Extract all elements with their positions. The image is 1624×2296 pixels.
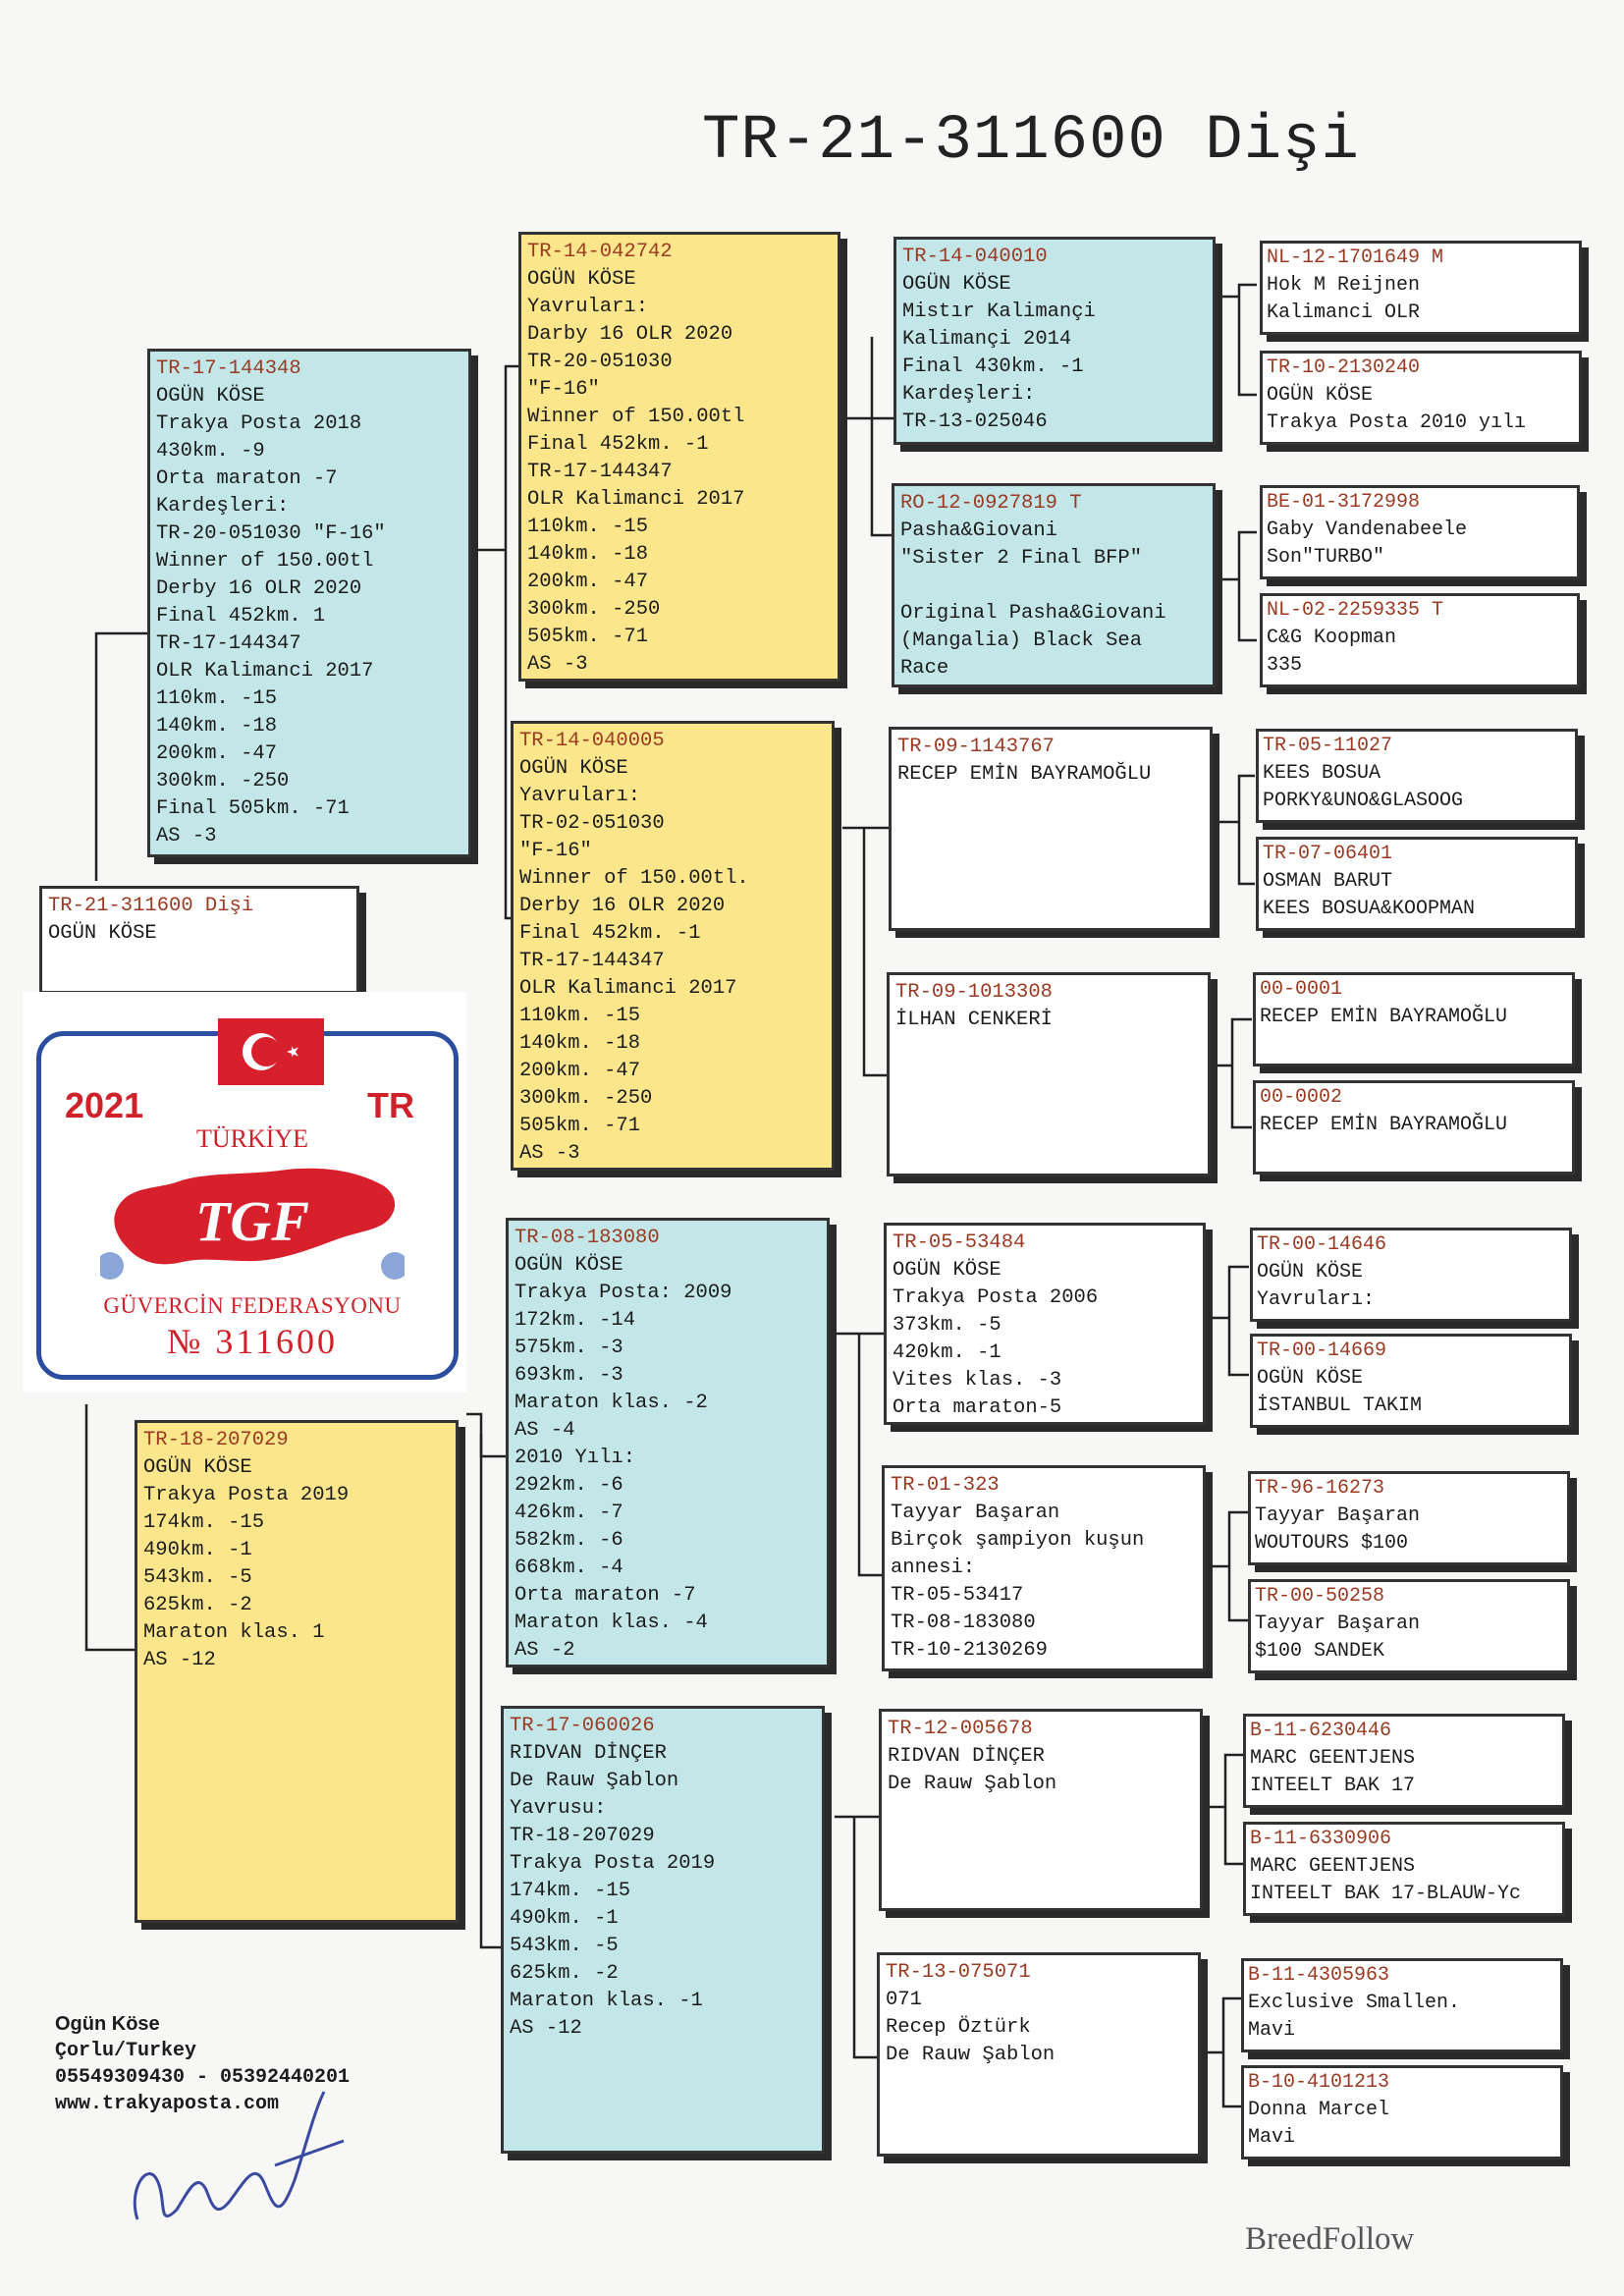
pedigree-line: 420km. -1: [893, 1341, 1001, 1364]
pedigree-line: AS -12: [510, 2017, 582, 2040]
pedigree-line: AS -2: [514, 1639, 575, 1662]
pedigree-card-g4: [1253, 1080, 1575, 1175]
badge-country-name: TÜRKİYE: [195, 1124, 309, 1153]
pedigree-line: OSMAN BARUT: [1263, 870, 1393, 893]
pedigree-line: Trakya Posta: 2009: [514, 1282, 732, 1304]
pedigree-card-great-grandparent: [887, 972, 1211, 1176]
pedigree-line: Winner of 150.00tl: [527, 406, 745, 428]
pedigree-line: OGÜN KÖSE: [143, 1456, 252, 1479]
pedigree-line: Recep Öztürk: [886, 2016, 1031, 2039]
badge-federation-name: GÜVERCİN FEDERASYONU: [103, 1293, 402, 1318]
pedigree-line: WOUTOURS $100: [1255, 1532, 1409, 1555]
pedigree-line: Winner of 150.00tl.: [519, 867, 749, 890]
pedigree-line: Final 452km. 1: [156, 605, 326, 628]
badge-ring-number: № 311600: [166, 1322, 338, 1361]
owner-name: Ogün Köse: [55, 2013, 160, 2035]
pedigree-line: OGÜN KÖSE: [1257, 1367, 1364, 1390]
pedigree-line: Orta maraton-5: [893, 1396, 1062, 1419]
pedigree-line: Birçok şampiyon kuşun: [891, 1529, 1145, 1552]
pedigree-line: "Sister 2 Final BFP": [900, 547, 1143, 570]
pedigree-line: AS -12: [143, 1649, 216, 1671]
pedigree-line: Orta maraton -7: [514, 1584, 696, 1607]
pedigree-line: INTEELT BAK 17-BLAUW-Yc: [1250, 1883, 1522, 1905]
pedigree-line: Final 452km. -1: [527, 433, 709, 456]
pedigree-card-g4: [1248, 1579, 1570, 1673]
pedigree-card-sire: [147, 349, 471, 857]
ring-number: TR-96-16273: [1255, 1477, 1385, 1500]
pedigree-card-great-grandparent: [884, 1223, 1206, 1425]
ring-number: TR-17-144348: [156, 357, 301, 380]
pedigree-line: 300km. -250: [527, 598, 661, 621]
pedigree-line: Maraton klas. -2: [514, 1392, 708, 1414]
pedigree-card-grandparent: [501, 1706, 825, 2154]
pedigree-line: Mavi: [1248, 2126, 1296, 2149]
pedigree-line: TR-20-051030 "F-16": [156, 522, 386, 545]
pedigree-line: MARC GEENTJENS: [1250, 1855, 1416, 1878]
svg-text:TGF: TGF: [195, 1189, 309, 1253]
badge-frame: [36, 1031, 459, 1380]
pedigree-card-g4: [1250, 1334, 1572, 1428]
pedigree-line: Tayyar Başaran: [1255, 1504, 1421, 1527]
pedigree-line: RECEP EMİN BAYRAMOĞLU: [1260, 1006, 1508, 1028]
pedigree-line: 172km. -14: [514, 1309, 636, 1332]
pedigree-line: OLR Kalimanci 2017: [156, 660, 374, 683]
ring-number: TR-21-311600 Dişi: [48, 895, 254, 917]
ring-number: RO-12-0927819 T: [900, 492, 1082, 515]
ring-number: TR-17-060026: [510, 1715, 655, 1737]
owner-website[interactable]: www.trakyaposta.com: [55, 2093, 280, 2115]
ring-number: B-11-6330906: [1250, 1828, 1392, 1850]
pedigree-line: TR-10-2130269: [891, 1639, 1048, 1662]
pedigree-line: Final 505km. -71: [156, 797, 350, 820]
pedigree-line: Yavruları:: [527, 296, 649, 318]
pedigree-card-g4: [1260, 351, 1582, 445]
pedigree-line: 174km. -15: [143, 1511, 265, 1534]
pedigree-line: 625km. -2: [143, 1594, 252, 1616]
pedigree-line: TR-13-025046: [902, 410, 1048, 433]
pedigree-line: İLHAN CENKERİ: [895, 1009, 1053, 1031]
pedigree-card-g4: [1256, 729, 1578, 823]
pedigree-line: KEES BOSUA&KOOPMAN: [1263, 898, 1476, 920]
pedigree-line: OGÜN KÖSE: [519, 757, 628, 780]
pedigree-line: Kalimanci OLR: [1267, 301, 1421, 324]
ring-number: BE-01-3172998: [1267, 491, 1421, 514]
turkey-map-logo: [100, 1146, 405, 1298]
pedigree-card-grandparent: [518, 232, 840, 682]
pedigree-line: "F-16": [519, 840, 592, 862]
pedigree-line: Final 452km. -1: [519, 922, 701, 945]
ring-number: TR-09-1143767: [897, 736, 1055, 758]
ring-number: TR-00-50258: [1255, 1585, 1385, 1608]
pedigree-line: AS -3: [527, 653, 588, 676]
pedigree-line: 505km. -71: [527, 626, 649, 648]
pedigree-line: 292km. -6: [514, 1474, 623, 1497]
pedigree-line: TR-17-144347: [519, 950, 665, 972]
pedigree-card-grandparent: [511, 721, 835, 1171]
ring-number: TR-05-53484: [893, 1231, 1026, 1254]
pedigree-card-g4: [1260, 241, 1582, 335]
federation-ring-badge: [23, 992, 466, 1393]
ring-number: TR-07-06401: [1263, 843, 1393, 865]
pedigree-line: 575km. -3: [514, 1337, 623, 1359]
pedigree-card-subject: [39, 886, 359, 994]
ring-number: TR-05-11027: [1263, 735, 1393, 757]
pedigree-line: Race: [900, 657, 949, 680]
pedigree-line: Trakya Posta 2019: [510, 1852, 716, 1875]
pedigree-line: 140km. -18: [527, 543, 649, 566]
pedigree-line: RIDVAN DİNÇER: [888, 1745, 1045, 1768]
pedigree-card-g4: [1253, 972, 1575, 1066]
pedigree-line: 300km. -250: [519, 1087, 653, 1110]
ring-number: B-11-6230446: [1250, 1720, 1392, 1742]
pedigree-line: AS -4: [514, 1419, 575, 1442]
ring-number: TR-18-207029: [143, 1429, 289, 1451]
pedigree-line: 2010 Yılı:: [514, 1447, 636, 1469]
pedigree-card-great-grandparent: [877, 1952, 1201, 2157]
pedigree-line: TR-08-183080: [891, 1612, 1036, 1634]
badge-country: TR: [367, 1085, 414, 1125]
pedigree-card-g4: [1241, 2065, 1563, 2159]
pedigree-line: Derby 16 OLR 2020: [519, 895, 726, 917]
pedigree-line: OGÜN KÖSE: [893, 1259, 1001, 1282]
ring-number: TR-14-040010: [902, 246, 1048, 268]
owner-location: Çorlu/Turkey: [55, 2040, 197, 2062]
pedigree-line: Exclusive Smallen.: [1248, 1992, 1461, 2014]
pedigree-card-great-grandparent: [892, 483, 1216, 687]
pedigree-line: De Rauw Şablon: [888, 1773, 1057, 1795]
pedigree-line: KEES BOSUA: [1263, 762, 1381, 785]
pedigree-line: 140km. -18: [519, 1032, 641, 1055]
pedigree-card-g4: [1260, 485, 1580, 579]
pedigree-line: 110km. -15: [156, 687, 278, 710]
pedigree-line: Trakya Posta 2010 yılı: [1267, 411, 1527, 434]
pedigree-line: Original Pasha&Giovani: [900, 602, 1166, 625]
pedigree-line: Son"TURBO": [1267, 546, 1385, 569]
pedigree-line: MARC GEENTJENS: [1250, 1747, 1416, 1770]
pedigree-line: 430km. -9: [156, 440, 265, 463]
pedigree-line: $100 SANDEK: [1255, 1640, 1385, 1663]
pedigree-line: 200km. -47: [527, 571, 649, 593]
pedigree-line: RECEP EMİN BAYRAMOĞLU: [1260, 1114, 1508, 1136]
pedigree-line: 200km. -47: [156, 742, 278, 765]
pedigree-line: OGÜN KÖSE: [527, 268, 636, 291]
pedigree-line: 490km. -1: [510, 1907, 619, 1930]
pedigree-card-g4: [1248, 1471, 1570, 1565]
pedigree-line: Kardeşleri:: [902, 383, 1036, 406]
pedigree-line: TR-05-53417: [891, 1584, 1024, 1607]
pedigree-line: 071: [886, 1989, 922, 2011]
pedigree-line: Pasha&Giovani: [900, 519, 1057, 542]
ring-number: B-11-4305963: [1248, 1964, 1390, 1987]
ring-number: TR-09-1013308: [895, 981, 1053, 1004]
pedigree-line: OGÜN KÖSE: [156, 385, 265, 408]
pedigree-line: 300km. -250: [156, 770, 290, 793]
pedigree-line: TR-02-051030: [519, 812, 665, 835]
ring-number: B-10-4101213: [1248, 2071, 1390, 2094]
pedigree-card-great-grandparent: [893, 237, 1216, 445]
owner-phone: 05549309430 - 05392440201: [55, 2066, 351, 2089]
pedigree-line: 505km. -71: [519, 1115, 641, 1137]
pedigree-card-g4: [1243, 1822, 1565, 1916]
pedigree-line: RECEP EMİN BAYRAMOĞLU: [897, 763, 1152, 786]
pedigree-line: 543km. -5: [510, 1935, 619, 1957]
pedigree-line: Final 430km. -1: [902, 355, 1084, 378]
pedigree-line: AS -3: [519, 1142, 580, 1165]
pedigree-line: (Mangalia) Black Sea: [900, 629, 1143, 652]
pedigree-line: AS -3: [156, 825, 217, 847]
pedigree-line: TR-17-144347: [156, 632, 301, 655]
pedigree-line: Gaby Vandenabeele: [1267, 519, 1468, 541]
ring-number: TR-00-14646: [1257, 1233, 1387, 1256]
pedigree-card-g4: [1256, 837, 1578, 931]
pedigree-card-great-grandparent: [879, 1709, 1203, 1911]
pedigree-line: İSTANBUL TAKIM: [1257, 1394, 1423, 1417]
pedigree-line: De Rauw Şablon: [510, 1770, 679, 1792]
ring-number: TR-01-323: [891, 1474, 1000, 1497]
ring-number: TR-12-005678: [888, 1718, 1033, 1740]
pedigree-line: "F-16": [527, 378, 600, 401]
pedigree-line: 625km. -2: [510, 1962, 619, 1985]
pedigree-line: Yavruları:: [519, 785, 641, 807]
pedigree-line: Maraton klas. -4: [514, 1612, 708, 1634]
pedigree-line: RIDVAN DİNÇER: [510, 1742, 667, 1765]
pedigree-line: 174km. -15: [510, 1880, 631, 1902]
ring-number: TR-13-075071: [886, 1961, 1031, 1984]
badge-year: 2021: [65, 1085, 144, 1125]
pedigree-line: Tayyar Başaran: [891, 1502, 1060, 1524]
turkey-flag-icon: [218, 1018, 324, 1085]
pedigree-line: Donna Marcel: [1248, 2099, 1390, 2121]
pedigree-line: Yavruları:: [1257, 1288, 1376, 1311]
pedigree-line: [900, 573, 1207, 600]
pedigree-card-grandparent: [506, 1218, 830, 1667]
ring-number: 00-0001: [1260, 978, 1343, 1001]
pedigree-line: Orta maraton -7: [156, 467, 338, 490]
pedigree-line: C&G Koopman: [1267, 627, 1397, 649]
pedigree-line: OLR Kalimanci 2017: [519, 977, 737, 1000]
pedigree-line: Trakya Posta 2018: [156, 412, 362, 435]
pedigree-line: TR-17-144347: [527, 461, 673, 483]
pedigree-line: 693km. -3: [514, 1364, 623, 1387]
pedigree-card-dam: [135, 1420, 459, 1923]
pedigree-line: OGÜN KÖSE: [1267, 384, 1374, 407]
ring-number: TR-08-183080: [514, 1227, 660, 1249]
pedigree-line: Derby 16 OLR 2020: [156, 577, 362, 600]
pedigree-card-g4: [1243, 1714, 1565, 1808]
pedigree-line: Tayyar Başaran: [1255, 1613, 1421, 1635]
pedigree-line: TR-20-051030: [527, 351, 673, 373]
pedigree-card-great-grandparent: [889, 727, 1213, 931]
pedigree-line: 373km. -5: [893, 1314, 1001, 1337]
pedigree-line: Mavi: [1248, 2019, 1296, 2042]
pedigree-line: 200km. -47: [519, 1060, 641, 1082]
pedigree-line: Kalimançi 2014: [902, 328, 1072, 351]
ring-number: TR-14-040005: [519, 730, 665, 752]
pedigree-line: TR-18-207029: [510, 1825, 655, 1847]
pedigree-card-great-grandparent: [882, 1465, 1206, 1671]
pedigree-line: 668km. -4: [514, 1557, 623, 1579]
pedigree-line: Mistır Kalimançi: [902, 301, 1096, 323]
pedigree-line: 335: [1267, 654, 1303, 677]
brand-watermark: BreedFollow: [1245, 2221, 1415, 2257]
ring-number: TR-10-2130240: [1267, 356, 1421, 379]
pedigree-line: INTEELT BAK 17: [1250, 1775, 1416, 1797]
pedigree-line: Trakya Posta 2019: [143, 1484, 350, 1506]
pedigree-line: OGÜN KÖSE: [48, 922, 157, 945]
ring-number: NL-02-2259335 T: [1267, 599, 1444, 622]
pedigree-line: Trakya Posta 2006: [893, 1286, 1099, 1309]
pedigree-line: OGÜN KÖSE: [902, 273, 1011, 296]
pedigree-card-g4: [1260, 593, 1580, 687]
ring-number: NL-12-1701649 M: [1267, 246, 1444, 269]
page-title: TR-21-311600 Dişi: [702, 106, 1360, 177]
pedigree-line: 426km. -7: [514, 1502, 623, 1524]
pedigree-line: Maraton klas. -1: [510, 1990, 703, 2012]
pedigree-line: 490km. -1: [143, 1539, 252, 1561]
pedigree-line: 110km. -15: [527, 516, 649, 538]
pedigree-card-g4: [1250, 1228, 1572, 1322]
pedigree-line: OGÜN KÖSE: [1257, 1261, 1364, 1284]
pedigree-line: OGÜN KÖSE: [514, 1254, 623, 1277]
pedigree-line: Maraton klas. 1: [143, 1621, 325, 1644]
pedigree-card-g4: [1241, 1958, 1563, 2052]
pedigree-line: PORKY&UNO&GLASOOG: [1263, 790, 1464, 812]
handwritten-signature: [118, 2072, 353, 2254]
pedigree-line: Darby 16 OLR 2020: [527, 323, 733, 346]
pedigree-line: Winner of 150.00tl: [156, 550, 374, 573]
pedigree-line: Hok M Reijnen: [1267, 274, 1421, 297]
pedigree-line: Vites klas. -3: [893, 1369, 1062, 1392]
pedigree-line: 110km. -15: [519, 1005, 641, 1027]
ring-number: TR-00-14669: [1257, 1339, 1387, 1362]
pedigree-line: 140km. -18: [156, 715, 278, 738]
ring-number: TR-14-042742: [527, 241, 673, 263]
pedigree-line: OLR Kalimanci 2017: [527, 488, 745, 511]
pedigree-line: De Rauw Şablon: [886, 2044, 1056, 2066]
pedigree-line: 543km. -5: [143, 1566, 252, 1589]
pedigree-line: Kardeşleri:: [156, 495, 290, 518]
pedigree-line: Yavrusu:: [510, 1797, 607, 1820]
ring-number: 00-0002: [1260, 1086, 1343, 1109]
pedigree-line: 582km. -6: [514, 1529, 623, 1552]
pedigree-line: annesi:: [891, 1557, 976, 1579]
